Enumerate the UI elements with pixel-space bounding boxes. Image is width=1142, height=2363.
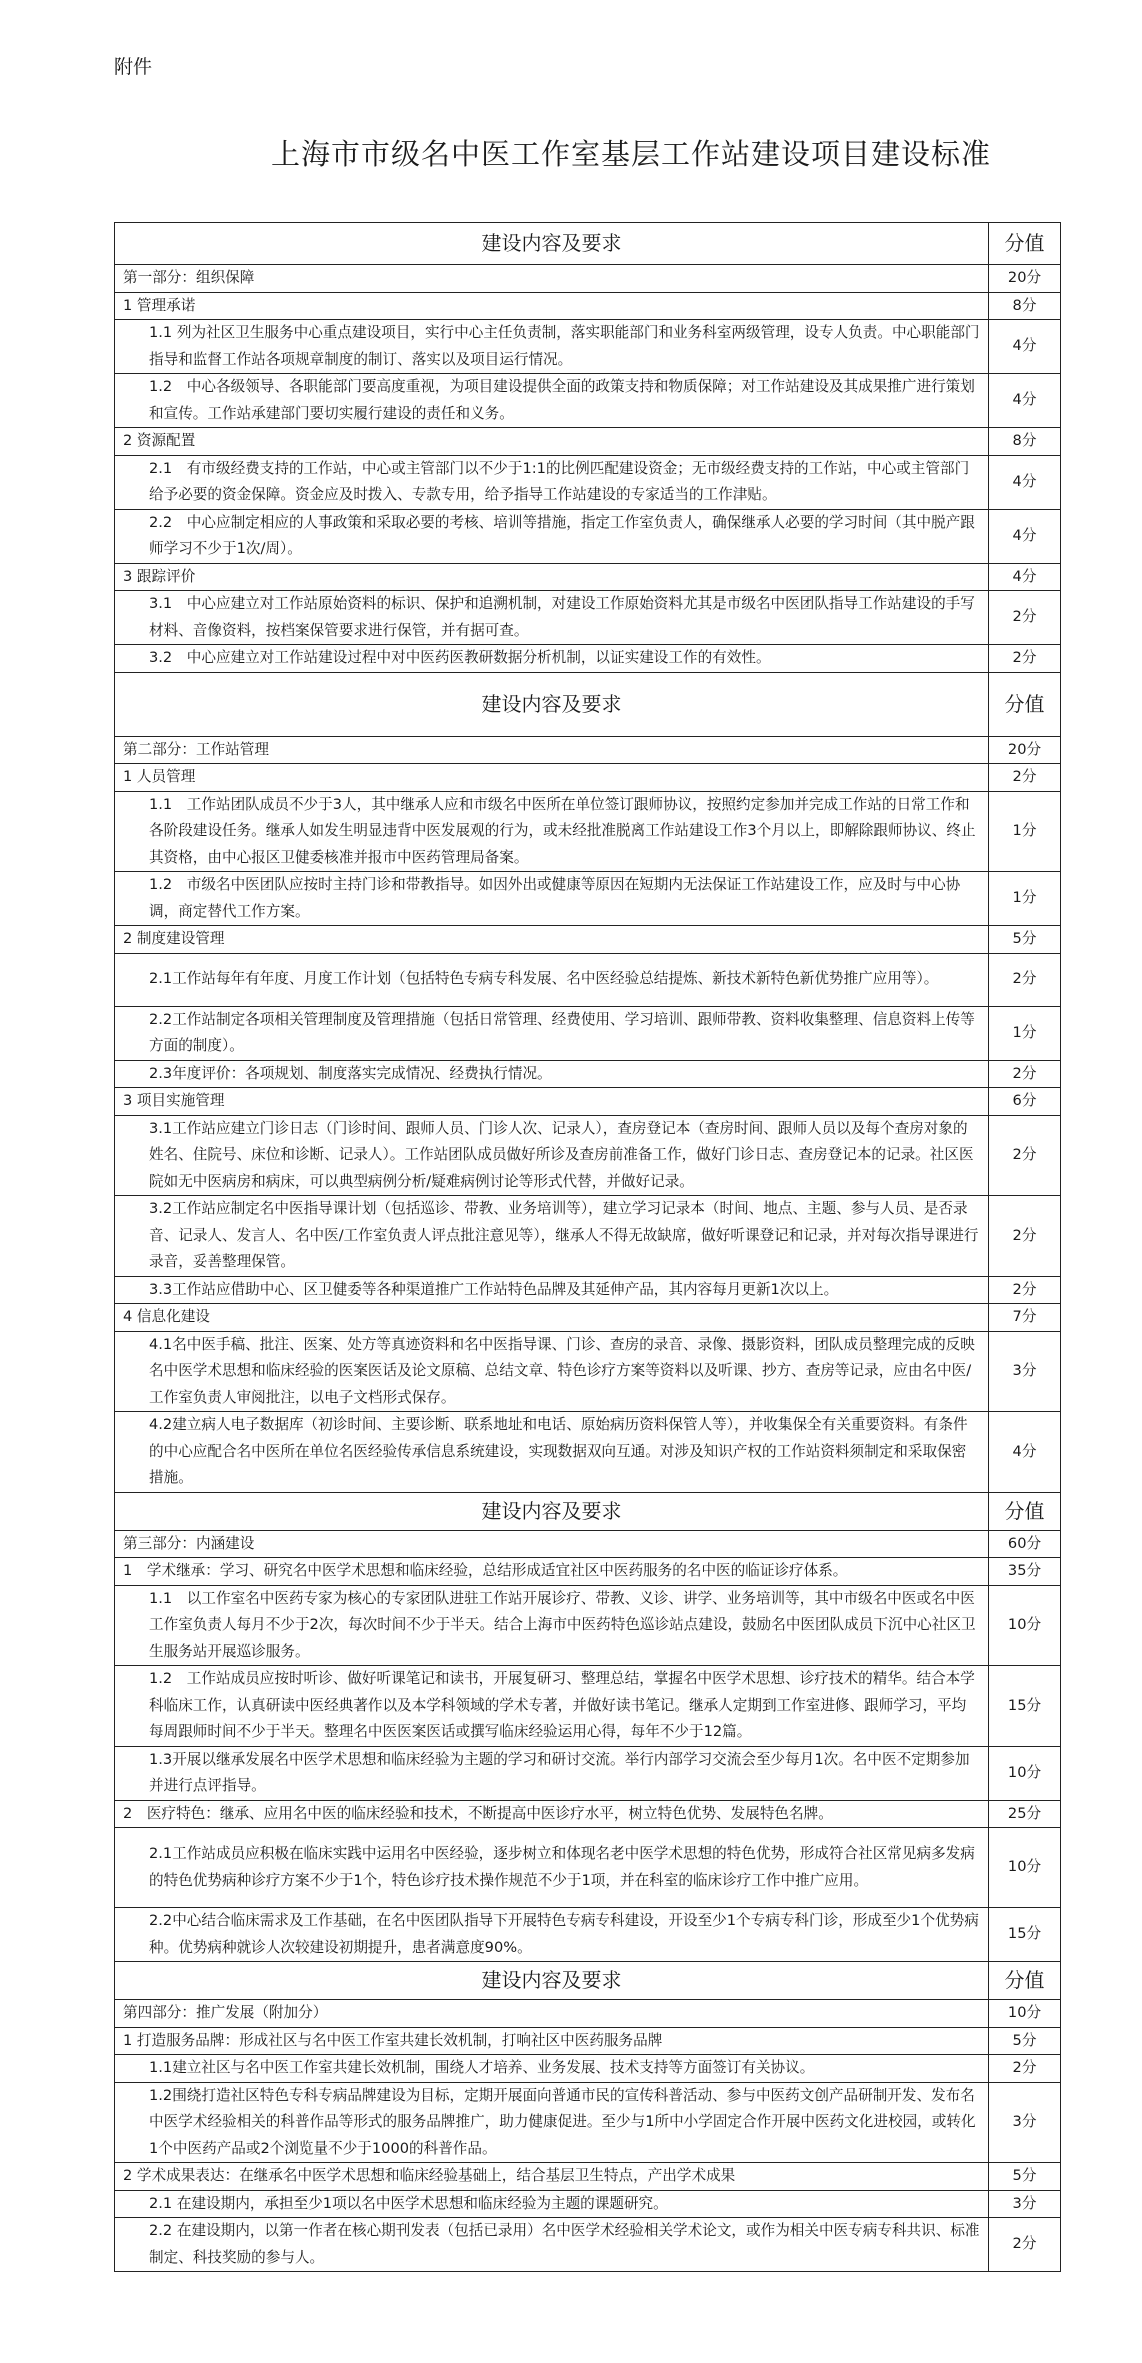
score-cell: 10分: [989, 1828, 1061, 1908]
score-cell: 2分: [989, 1115, 1061, 1196]
score-cell: 1分: [989, 872, 1061, 926]
header-content: 建设内容及要求: [115, 223, 989, 265]
table-header-row: [115, 1962, 1061, 2000]
table-row: [115, 926, 1061, 954]
header-score: 分值: [989, 1962, 1061, 2000]
standards-table: [114, 222, 1061, 2272]
table-row: [115, 1558, 1061, 1586]
section-title: 第四部分：推广发展（附加分）: [115, 2000, 989, 2028]
item-text: 2.2 在建设期内，以第一作者在核心期刊发表（包括已录用）名中医学术经验相关学术论文，或作为相关中医专病专科共识、标准制定、科技奖励的参与人。: [115, 2218, 989, 2272]
item-text: 3.1 中心应建立对工作站原始资料的标识、保护和追溯机制，对建设工作原始资料尤其是市级名中医团队指导工作站建设的手写材料、音像资料，按档案保管要求进行保管，并有据可查。: [115, 591, 989, 645]
table-row: [115, 1196, 1061, 1277]
score-cell: 2分: [989, 2055, 1061, 2083]
table-row: [115, 1800, 1061, 1828]
score-cell: 3分: [989, 1331, 1061, 1412]
item-text: 2.1 有市级经费支持的工作站，中心或主管部门以不少于1:1的比例匹配建设资金；无市级经费支持的工作站，中心或主管部门给予必要的资金保障。资金应及时拨入、专款专用，给予指导工作站建设的专家适当的工作津贴。: [115, 455, 989, 509]
score-cell: 2分: [989, 764, 1061, 792]
table-row: [115, 1060, 1061, 1088]
table-row: [115, 1828, 1061, 1908]
table-row: [115, 2027, 1061, 2055]
header-content: 建设内容及要求: [115, 1492, 989, 1530]
table-row: [115, 265, 1061, 293]
item-text: 2.2 中心应制定相应的人事政策和采取必要的考核、培训等措施，指定工作室负责人，确保继承人必要的学习时间（其中脱产跟师学习不少于1次/周）。: [115, 509, 989, 563]
item-text: 1.3开展以继承发展名中医学术思想和临床经验为主题的学习和研讨交流。举行内部学习交流会至少每月1次。名中医不定期参加并进行点评指导。: [115, 1746, 989, 1800]
score-cell: 20分: [989, 736, 1061, 764]
section-title: 第二部分：工作站管理: [115, 736, 989, 764]
score-cell: 5分: [989, 2027, 1061, 2055]
item-text: 1.1 列为社区卫生服务中心重点建设项目，实行中心主任负责制，落实职能部门和业务科室两级管理，设专人负责。中心职能部门指导和监督工作站各项规章制度的制订、落实以及项目运行情况。: [115, 320, 989, 374]
table-row: [115, 2190, 1061, 2218]
score-cell: 5分: [989, 2163, 1061, 2191]
table-row: [115, 2000, 1061, 2028]
header-score: 分值: [989, 672, 1061, 736]
item-text: 2.2工作站制定各项相关管理制度及管理措施（包括日常管理、经费使用、学习培训、跟师带教、资料收集整理、信息资料上传等方面的制度）。: [115, 1006, 989, 1060]
table-row: [115, 1115, 1061, 1196]
table-row: [115, 374, 1061, 428]
item-text: 3.2工作站应制定名中医指导课计划（包括巡诊、带教、业务培训等），建立学习记录本（时间、地点、主题、参与人员、是否录音、记录人、发言人、名中医/工作室负责人评点批注意见等），继承人不得无故缺席，做好听课登记和记录，并对每次指导课进行录音，妥善整理保管。: [115, 1196, 989, 1277]
section-title: 2 资源配置: [115, 428, 989, 456]
table-row: [115, 2082, 1061, 2163]
item-text: 1.1建立社区与名中医工作室共建长效机制，围绕人才培养、业务发展、技术支持等方面签订有关协议。: [115, 2055, 989, 2083]
table-row: [115, 1412, 1061, 1493]
table-row: [115, 1276, 1061, 1304]
header-score: 分值: [989, 223, 1061, 265]
score-cell: 4分: [989, 1412, 1061, 1493]
section-title: 2 制度建设管理: [115, 926, 989, 954]
section-title: 3 跟踪评价: [115, 563, 989, 591]
item-text: 3.3工作站应借助中心、区卫健委等各种渠道推广工作站特色品牌及其延伸产品，其内容每月更新1次以上。: [115, 1276, 989, 1304]
item-text: 1.2 工作站成员应按时听诊、做好听课笔记和读书，开展复研习、整理总结，掌握名中医学术思想、诊疗技术的精华。结合本学科临床工作，认真研读中医经典著作以及本学科领域的学术专著，并做好读书笔记。继承人定期到工作室进修、跟师学习，平均每周跟师时间不少于半天。整理名中医医案医话或撰写临床经验运用心得，每年不少于12篇。: [115, 1666, 989, 1747]
section-title: 1 打造服务品牌：形成社区与名中医工作室共建长效机制，打响社区中医药服务品牌: [115, 2027, 989, 2055]
score-cell: 1分: [989, 791, 1061, 872]
table-header-row: [115, 672, 1061, 736]
score-cell: 8分: [989, 292, 1061, 320]
section-title: 2 医疗特色：继承、应用名中医的临床经验和技术，不断提高中医诊疗水平，树立特色优势、发展特色名牌。: [115, 1800, 989, 1828]
score-cell: 6分: [989, 1088, 1061, 1116]
table-row: [115, 953, 1061, 1006]
table-row: [115, 791, 1061, 872]
score-cell: 10分: [989, 2000, 1061, 2028]
table-row: [115, 1530, 1061, 1558]
section-title: 3 项目实施管理: [115, 1088, 989, 1116]
item-text: 4.1名中医手稿、批注、医案、处方等真迹资料和名中医指导课、门诊、查房的录音、录像、摄影资料，团队成员整理完成的反映名中医学术思想和临床经验的医案医话及论文原稿、总结文章、特色诊疗方案等资料以及听课、抄方、查房等记录，应由名中医/工作室负责人审阅批注，以电子文档形式保存。: [115, 1331, 989, 1412]
score-cell: 2分: [989, 1196, 1061, 1277]
table-row: [115, 736, 1061, 764]
table-row: [115, 872, 1061, 926]
table-row: [115, 1088, 1061, 1116]
item-text: 1.2 中心各级领导、各职能部门要高度重视，为项目建设提供全面的政策支持和物质保障；对工作站建设及其成果推广进行策划和宣传。工作站承建部门要切实履行建设的责任和义务。: [115, 374, 989, 428]
table-header-row: [115, 223, 1061, 265]
score-cell: 2分: [989, 953, 1061, 1006]
score-cell: 35分: [989, 1558, 1061, 1586]
table-row: [115, 292, 1061, 320]
item-text: 1.1 工作站团队成员不少于3人，其中继承人应和市级名中医所在单位签订跟师协议，按照约定参加并完成工作站的日常工作和各阶段建设任务。继承人如发生明显违背中医发展观的行为，或未经批准脱离工作站建设工作3个月以上，即解除跟师协议、终止其资格，由中心报区卫健委核准并报市中医药管理局备案。: [115, 791, 989, 872]
table-row: [115, 2218, 1061, 2272]
table-row: [115, 1331, 1061, 1412]
score-cell: 2分: [989, 2218, 1061, 2272]
score-cell: 15分: [989, 1666, 1061, 1747]
item-text: 3.1工作站应建立门诊日志（门诊时间、跟师人员、门诊人次、记录人），查房登记本（查房时间、跟师人员以及每个查房对象的姓名、住院号、床位和诊断、记录人）。工作站团队成员做好所诊及查房前准备工作，做好门诊日志、查房登记本的记录。社区医院如无中医病房和病床，可以典型病例分析/疑难病例讨论等形式代替，并做好记录。: [115, 1115, 989, 1196]
score-cell: 2分: [989, 645, 1061, 673]
score-cell: 4分: [989, 455, 1061, 509]
item-text: 1.1 以工作室名中医药专家为核心的专家团队进驻工作站开展诊疗、带教、义诊、讲学、业务培训等，其中市级名中医或名中医工作室负责人每月不少于2次，每次时间不少于半天。结合上海市中医药特色巡诊站点建设，鼓励名中医团队成员下沉中心社区卫生服务站开展巡诊服务。: [115, 1585, 989, 1666]
table-row: [115, 1746, 1061, 1800]
table-row: [115, 1304, 1061, 1332]
table-row: [115, 563, 1061, 591]
score-cell: 8分: [989, 428, 1061, 456]
item-text: 3.2 中心应建立对工作站建设过程中对中医药医教研数据分析机制，以证实建设工作的有效性。: [115, 645, 989, 673]
item-text: 2.2中心结合临床需求及工作基础，在名中医团队指导下开展特色专病专科建设，开设至少1个专病专科门诊，形成至少1个优势病种。优势病种就诊人次较建设初期提升，患者满意度90%。: [115, 1908, 989, 1962]
header-score: 分值: [989, 1492, 1061, 1530]
score-cell: 3分: [989, 2190, 1061, 2218]
table-row: [115, 2163, 1061, 2191]
score-cell: 4分: [989, 374, 1061, 428]
section-title: 第一部分：组织保障: [115, 265, 989, 293]
score-cell: 15分: [989, 1908, 1061, 1962]
table-row: [115, 455, 1061, 509]
section-title: 2 学术成果表达：在继承名中医学术思想和临床经验基础上，结合基层卫生特点，产出学术成果: [115, 2163, 989, 2191]
section-title: 1 学术继承：学习、研究名中医学术思想和临床经验，总结形成适宜社区中医药服务的名中医的临证诊疗体系。: [115, 1558, 989, 1586]
score-cell: 60分: [989, 1530, 1061, 1558]
score-cell: 7分: [989, 1304, 1061, 1332]
table-row: [115, 591, 1061, 645]
document-title: 上海市市级名中医工作室基层工作站建设项目建设标准: [270, 137, 991, 171]
item-text: 1.2围绕打造社区特色专科专病品牌建设为目标，定期开展面向普通市民的宣传科普活动、参与中医药文创产品研制开发、发布名中医学术经验相关的科普作品等形式的服务品牌推广，助力健康促进。至少与1所中小学固定合作开展中医药文化进校园，或转化1个中医药产品或2个浏览量不少于1000的科普作品。: [115, 2082, 989, 2163]
attachment-label: 附件: [114, 56, 153, 78]
item-text: 2.1 在建设期内，承担至少1项以名中医学术思想和临床经验为主题的课题研究。: [115, 2190, 989, 2218]
score-cell: 20分: [989, 265, 1061, 293]
score-cell: 2分: [989, 1060, 1061, 1088]
score-cell: 1分: [989, 1006, 1061, 1060]
score-cell: 2分: [989, 1276, 1061, 1304]
table-row: [115, 645, 1061, 673]
table-row: [115, 1908, 1061, 1962]
score-cell: 4分: [989, 320, 1061, 374]
score-cell: 10分: [989, 1746, 1061, 1800]
table-row: [115, 764, 1061, 792]
section-title: 1 人员管理: [115, 764, 989, 792]
item-text: 1.2 市级名中医团队应按时主持门诊和带教指导。如因外出或健康等原因在短期内无法保证工作站建设工作，应及时与中心协调，商定替代工作方案。: [115, 872, 989, 926]
table-row: [115, 2055, 1061, 2083]
table-row: [115, 509, 1061, 563]
score-cell: 3分: [989, 2082, 1061, 2163]
item-text: 2.1工作站每年有年度、月度工作计划（包括特色专病专科发展、名中医经验总结提炼、新技术新特色新优势推广应用等）。: [115, 953, 989, 1006]
score-cell: 25分: [989, 1800, 1061, 1828]
header-content: 建设内容及要求: [115, 672, 989, 736]
section-title: 4 信息化建设: [115, 1304, 989, 1332]
score-cell: 2分: [989, 591, 1061, 645]
section-title: 第三部分：内涵建设: [115, 1530, 989, 1558]
score-cell: 5分: [989, 926, 1061, 954]
score-cell: 10分: [989, 1585, 1061, 1666]
score-cell: 4分: [989, 563, 1061, 591]
table-row: [115, 1585, 1061, 1666]
table-header-row: [115, 1492, 1061, 1530]
table-row: [115, 1006, 1061, 1060]
item-text: 4.2建立病人电子数据库（初诊时间、主要诊断、联系地址和电话、原始病历资料保管人等），并收集保全有关重要资料。有条件的中心应配合名中医所在单位名医经验传承信息系统建设，实现数据双向互通。对涉及知识产权的工作站资料须制定和采取保密措施。: [115, 1412, 989, 1493]
table-row: [115, 320, 1061, 374]
section-title: 1 管理承诺: [115, 292, 989, 320]
item-text: 2.1工作站成员应积极在临床实践中运用名中医经验，逐步树立和体现名老中医学术思想的特色优势，形成符合社区常见病多发病的特色优势病种诊疗方案不少于1个，特色诊疗技术操作规范不少于1项，并在科室的临床诊疗工作中推广应用。: [115, 1828, 989, 1908]
table-row: [115, 1666, 1061, 1747]
table-row: [115, 428, 1061, 456]
score-cell: 4分: [989, 509, 1061, 563]
item-text: 2.3年度评价：各项规划、制度落实完成情况、经费执行情况。: [115, 1060, 989, 1088]
header-content: 建设内容及要求: [115, 1962, 989, 2000]
